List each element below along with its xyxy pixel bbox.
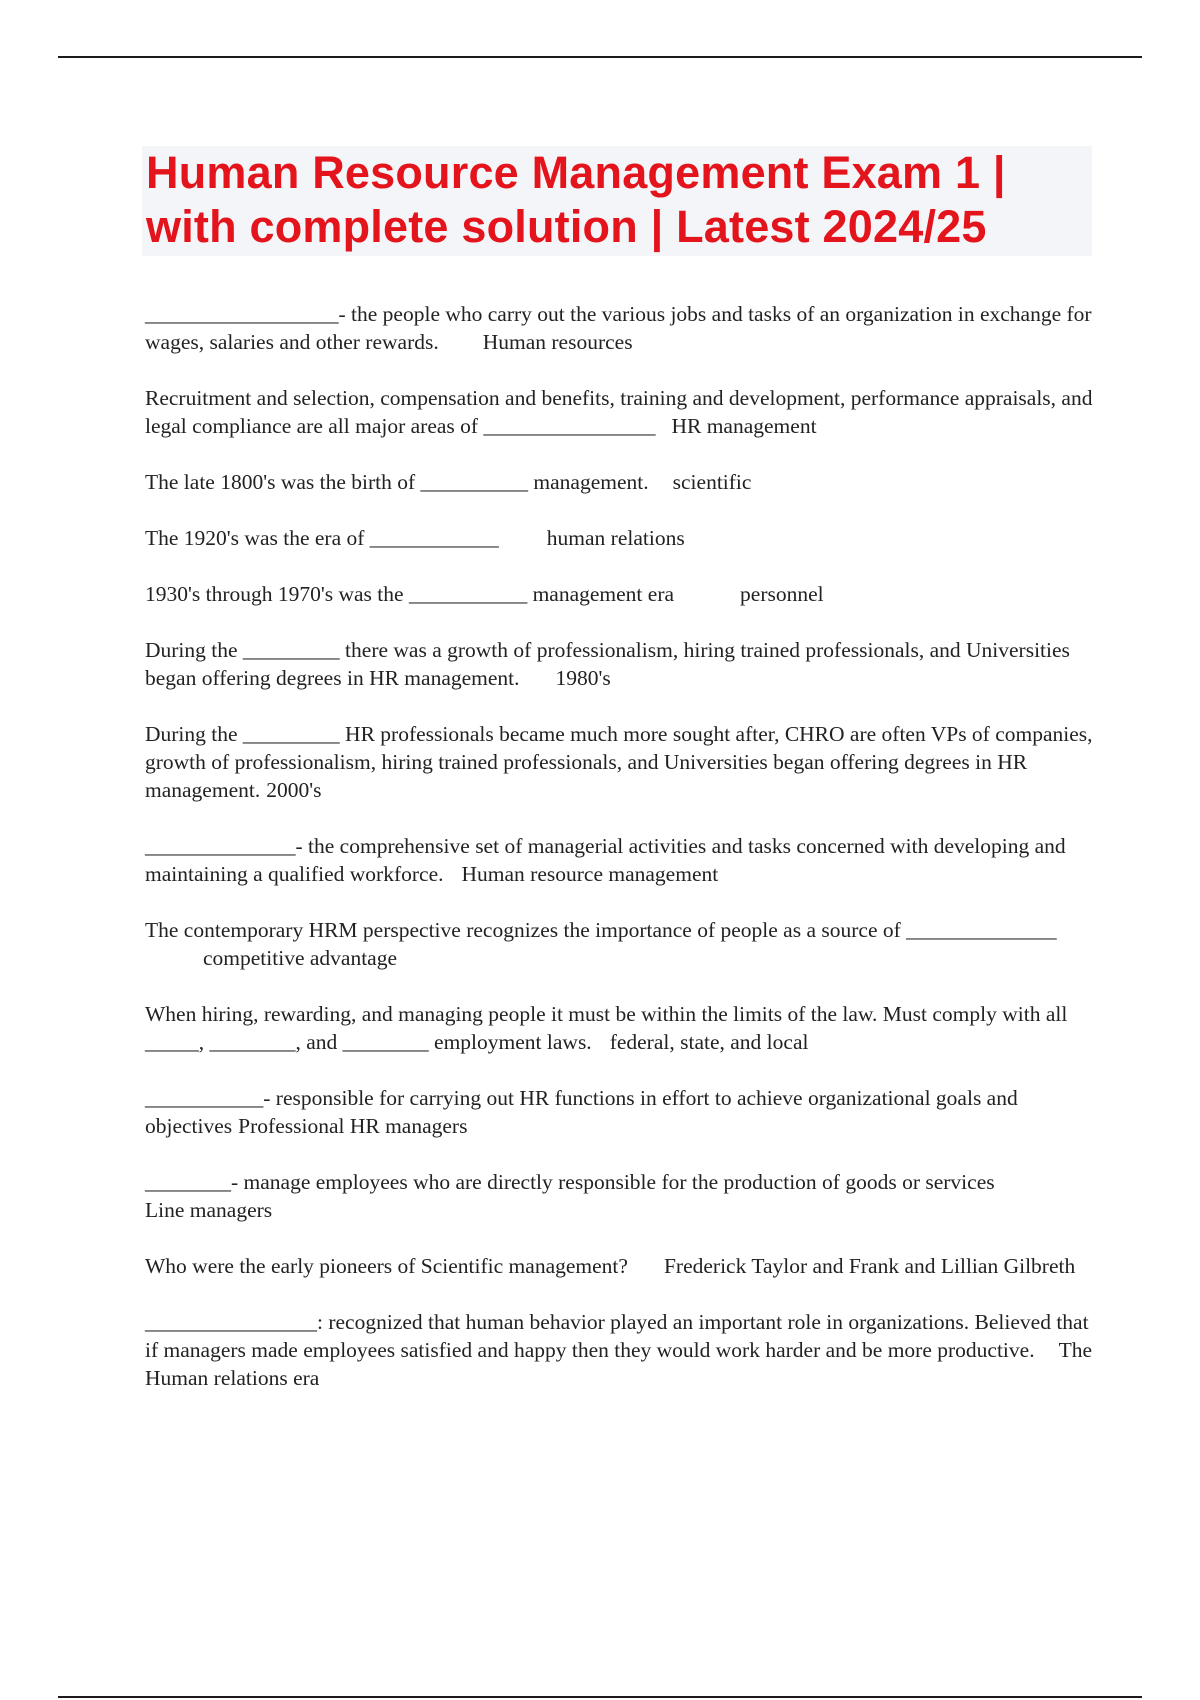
question-text: The 1920's was the era of ____________	[145, 526, 499, 550]
answer-text: personnel	[740, 582, 824, 606]
question-text: When hiring, rewarding, and managing people it must be within the limits of the law. Must comply with all _____, ________, and ________ employment laws.	[145, 1002, 1068, 1054]
question-list	[145, 300, 1095, 1420]
list-item	[145, 1000, 1095, 1056]
question-text: During the _________ there was a growth of professionalism, hiring trained professionals, and Universities began offering degrees in HR management.	[145, 638, 1070, 690]
answer-text: HR management	[671, 414, 817, 438]
answer-text: Frederick Taylor and Frank and Lillian Gilbreth	[663, 1254, 1076, 1278]
list-item	[145, 468, 1095, 496]
answer-text: human relations	[546, 526, 685, 550]
question-text: ________- manage employees who are directly responsible for the production of goods or services	[145, 1170, 995, 1194]
list-item	[145, 580, 1095, 608]
list-item	[145, 832, 1095, 888]
answer-text: 2000's	[266, 778, 322, 802]
answer-text: The Human relations era	[145, 1338, 1093, 1390]
question-text: Who were the early pioneers of Scientific management?	[145, 1254, 628, 1278]
list-item	[145, 1168, 1095, 1224]
bottom-divider	[58, 1696, 1142, 1698]
answer-text: Professional HR managers	[238, 1114, 468, 1138]
question-text: __________________- the people who carry out the various jobs and tasks of an organization in exchange for wages, salaries and other rewards.	[145, 302, 1092, 354]
question-text: The late 1800's was the birth of __________ management.	[145, 470, 649, 494]
list-item	[145, 1308, 1095, 1392]
question-text: ________________: recognized that human behavior played an important role in organizations. Believed that if managers made employees satisfied and happy then they would work harder and be more productive.	[145, 1310, 1089, 1362]
list-item	[145, 1084, 1095, 1140]
answer-text: Human resource management	[461, 862, 719, 886]
list-item	[145, 720, 1095, 804]
question-text: During the _________ HR professionals became much more sought after, CHRO are often VPs of companies, growth of professionalism, hiring trained professionals, and Universities began offering degrees in HR management.	[145, 722, 1093, 802]
question-text: The contemporary HRM perspective recognizes the importance of people as a source of ______________	[145, 918, 1057, 942]
question-text: ___________- responsible for carrying out HR functions in effort to achieve organizational goals and objectives	[145, 1086, 1018, 1138]
question-text: 1930's through 1970's was the ___________ management era	[145, 582, 675, 606]
list-item	[145, 384, 1095, 440]
answer-text: federal, state, and local	[609, 1030, 809, 1054]
title-banner	[142, 146, 1092, 256]
list-item	[145, 916, 1095, 972]
list-item	[145, 1252, 1095, 1280]
answer-text: 1980's	[555, 666, 611, 690]
list-item	[145, 300, 1095, 356]
list-item	[145, 524, 1095, 552]
answer-text: competitive advantage	[203, 946, 398, 970]
document-title: Human Resource Management Exam 1 | with complete solution | Latest 2024/25	[146, 147, 1006, 252]
answer-text: Line managers	[145, 1198, 273, 1222]
top-divider	[58, 56, 1142, 58]
question-text: ______________- the comprehensive set of managerial activities and tasks concerned with developing and maintaining a qualified workforce.	[145, 834, 1066, 886]
question-text: Recruitment and selection, compensation and benefits, training and development, performance appraisals, and legal compliance are all major areas of ________________	[145, 386, 1093, 438]
list-item	[145, 636, 1095, 692]
answer-text: Human resources	[482, 330, 633, 354]
answer-text: scientific	[672, 470, 752, 494]
